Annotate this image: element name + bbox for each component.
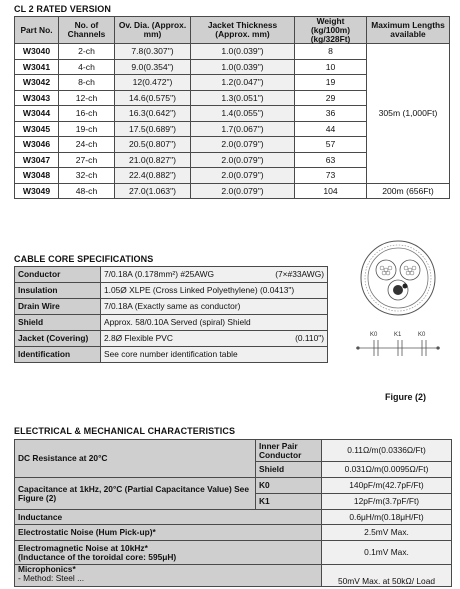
header-part-no: Part No. bbox=[15, 17, 59, 44]
spec-value-cell bbox=[101, 283, 328, 299]
weight-cell: 57 bbox=[295, 137, 367, 153]
weight-cell: 36 bbox=[295, 106, 367, 122]
ov-dia-cell: 14.6(0.575") bbox=[115, 90, 191, 106]
k1-label: K1 bbox=[394, 332, 402, 338]
ov-dia-cell: 21.0(0.827") bbox=[115, 152, 191, 168]
electrostatic-noise-label: Electrostatic Noise (Hum Pick-up)* bbox=[15, 525, 322, 541]
table-row bbox=[15, 347, 328, 363]
weight-cell: 73 bbox=[295, 168, 367, 184]
spec-label: Shield bbox=[15, 315, 101, 331]
part-no-cell: W3044 bbox=[15, 106, 59, 122]
jacket-thickness-cell: 1.2(0.047") bbox=[191, 75, 295, 91]
table-row bbox=[15, 565, 452, 587]
part-no-cell: W3045 bbox=[15, 121, 59, 137]
part-no-cell: W3049 bbox=[15, 183, 59, 199]
spec-value-cell bbox=[101, 299, 328, 315]
part-no-cell: W3046 bbox=[15, 137, 59, 153]
channels-cell: 4-ch bbox=[59, 59, 115, 75]
weight-cell: 10 bbox=[295, 59, 367, 75]
ov-dia-cell: 12(0.472") bbox=[115, 75, 191, 91]
channels-cell: 12-ch bbox=[59, 90, 115, 106]
shield-value: 0.031Ω/m(0.0095Ω/Ft) bbox=[322, 462, 452, 478]
channels-cell: 32-ch bbox=[59, 168, 115, 184]
part-no-cell: W3042 bbox=[15, 75, 59, 91]
spec-value: 7/0.18A (0.178mm²) #25AWG bbox=[104, 269, 215, 280]
ov-dia-cell: 22.4(0.882") bbox=[115, 168, 191, 184]
rated-version-title: CL 2 RATED VERSION bbox=[14, 4, 111, 14]
weight-cell: 29 bbox=[295, 90, 367, 106]
header-jacket-thickness: Jacket Thickness (Approx. mm) bbox=[191, 17, 295, 44]
part-no-cell: W3043 bbox=[15, 90, 59, 106]
weight-cell: 63 bbox=[295, 152, 367, 168]
table-row bbox=[15, 525, 452, 541]
table-header-row bbox=[15, 17, 450, 44]
spec-value: 7/0.18A (Exactly same as conductor) bbox=[104, 301, 241, 312]
capacitance-label: Capacitance at 1kHz, 20°C (Partial Capacitance Value) See Figure (2) bbox=[15, 478, 256, 510]
table-row bbox=[15, 299, 328, 315]
shield-label: Shield bbox=[256, 462, 322, 478]
spec-note: (0.110") bbox=[295, 333, 324, 344]
channels-cell: 24-ch bbox=[59, 137, 115, 153]
jacket-thickness-cell: 2.0(0.079") bbox=[191, 137, 295, 153]
spec-label: Jacket (Covering) bbox=[15, 331, 101, 347]
spec-value-cell bbox=[101, 267, 328, 283]
jacket-thickness-cell: 2.0(0.079") bbox=[191, 168, 295, 184]
k0-value: 140pF/m(42.7pF/Ft) bbox=[322, 478, 452, 494]
microphonics-sub: - Method: Steel ... bbox=[18, 572, 85, 583]
table-row bbox=[15, 267, 328, 283]
electromagnetic-noise-value: 0.1mV Max. bbox=[322, 541, 452, 565]
k0-row-label: K0 bbox=[256, 478, 322, 494]
part-no-cell: W3048 bbox=[15, 168, 59, 184]
rated-version-table bbox=[14, 16, 450, 199]
weight-cell: 44 bbox=[295, 121, 367, 137]
capacitance-diagram-figure bbox=[352, 326, 444, 366]
inner-pair-value: 0.11Ω/m(0.0336Ω/Ft) bbox=[322, 440, 452, 462]
part-no-cell: W3041 bbox=[15, 59, 59, 75]
weight-cell: 19 bbox=[295, 75, 367, 91]
spec-label: Drain Wire bbox=[15, 299, 101, 315]
spec-value-cell bbox=[101, 347, 328, 363]
ov-dia-cell: 20.5(0.807") bbox=[115, 137, 191, 153]
channels-cell: 48-ch bbox=[59, 183, 115, 199]
electrostatic-noise-value: 2.5mV Max. bbox=[322, 525, 452, 541]
header-channels: No. of Channels bbox=[59, 17, 115, 44]
channels-cell: 2-ch bbox=[59, 44, 115, 60]
max-length-cell: 305m (1,000Ft) bbox=[367, 44, 450, 184]
jacket-thickness-cell: 1.7(0.067") bbox=[191, 121, 295, 137]
spec-label: Insulation bbox=[15, 283, 101, 299]
electromagnetic-noise-sub: (Inductance of the toroidal core: 595μH) bbox=[18, 551, 177, 562]
spec-value: Approx. 58/0.10A Served (spiral) Shield bbox=[104, 317, 251, 328]
header-ov-dia: Ov. Dia. (Approx. mm) bbox=[115, 17, 191, 44]
spec-note: (7×#33AWG) bbox=[275, 269, 324, 280]
k0b-label: K0 bbox=[418, 332, 426, 338]
cable-cross-section-figure bbox=[350, 238, 446, 318]
inner-pair-label: Inner Pair Conductor bbox=[256, 440, 322, 462]
part-no-cell: W3047 bbox=[15, 152, 59, 168]
table-row bbox=[15, 478, 452, 494]
ov-dia-cell: 27.0(1.063") bbox=[115, 183, 191, 199]
core-specs-table bbox=[14, 266, 328, 363]
dc-resistance-label: DC Resistance at 20°C bbox=[15, 440, 256, 478]
microphonics-cell bbox=[15, 565, 322, 587]
jacket-thickness-cell: 2.0(0.079") bbox=[191, 183, 295, 199]
spec-value: 2.8Ø Flexible PVC bbox=[104, 333, 173, 344]
inductance-label: Inductance bbox=[15, 510, 322, 525]
spec-label: Conductor bbox=[15, 267, 101, 283]
table-row bbox=[15, 510, 452, 525]
table-row bbox=[15, 440, 452, 462]
table-row bbox=[15, 541, 452, 565]
jacket-thickness-cell: 1.3(0.051") bbox=[191, 90, 295, 106]
spec-value-cell bbox=[101, 315, 328, 331]
header-max-lengths: Maximum Lengths available bbox=[367, 17, 450, 44]
jacket-thickness-cell: 2.0(0.079") bbox=[191, 152, 295, 168]
channels-cell: 8-ch bbox=[59, 75, 115, 91]
inductance-value: 0.6μH/m(0.18μH/Ft) bbox=[322, 510, 452, 525]
core-specs-title: CABLE CORE SPECIFICATIONS bbox=[14, 254, 154, 264]
spec-value-cell bbox=[101, 331, 328, 347]
ov-dia-cell: 7.8(0.307") bbox=[115, 44, 191, 60]
channels-cell: 16-ch bbox=[59, 106, 115, 122]
part-no-cell: W3040 bbox=[15, 44, 59, 60]
table-row bbox=[15, 183, 450, 199]
k1-value: 12pF/m(3.7pF/Ft) bbox=[322, 494, 452, 510]
table-row bbox=[15, 283, 328, 299]
channels-cell: 19-ch bbox=[59, 121, 115, 137]
electromagnetic-noise-label: Electromagnetic Noise at 10kHz* bbox=[18, 542, 148, 553]
microphonics-value: 50mV Max. at 50kΩ/ Load bbox=[322, 565, 452, 587]
table-row bbox=[15, 331, 328, 347]
ov-dia-cell: 17.5(0.689") bbox=[115, 121, 191, 137]
weight-cell: 104 bbox=[295, 183, 367, 199]
microphonics-label: Microphonics* bbox=[18, 564, 76, 574]
max-length-cell: 200m (656Ft) bbox=[367, 183, 450, 199]
spec-label: Identification bbox=[15, 347, 101, 363]
spec-value: See core number identification table bbox=[104, 349, 238, 360]
jacket-thickness-cell: 1.0(0.039") bbox=[191, 59, 295, 75]
ov-dia-cell: 16.3(0.642") bbox=[115, 106, 191, 122]
spec-value: 1.05Ø XLPE (Cross Linked Polyethylene) (0.0413") bbox=[104, 285, 295, 296]
channels-cell: 27-ch bbox=[59, 152, 115, 168]
weight-cell: 8 bbox=[295, 44, 367, 60]
electrical-table bbox=[14, 439, 452, 587]
header-weight: Weight (kg/100m) (kg/328Ft) bbox=[295, 17, 367, 44]
figure-caption: Figure (2) bbox=[385, 392, 427, 402]
electrical-title: ELECTRICAL & MECHANICAL CHARACTERISTICS bbox=[14, 426, 236, 436]
jacket-thickness-cell: 1.4(0.055") bbox=[191, 106, 295, 122]
jacket-thickness-cell: 1.0(0.039") bbox=[191, 44, 295, 60]
electromagnetic-noise-cell bbox=[15, 541, 322, 565]
k0-label: K0 bbox=[370, 332, 378, 338]
table-row bbox=[15, 44, 450, 60]
k1-row-label: K1 bbox=[256, 494, 322, 510]
table-row bbox=[15, 315, 328, 331]
ov-dia-cell: 9.0(0.354") bbox=[115, 59, 191, 75]
